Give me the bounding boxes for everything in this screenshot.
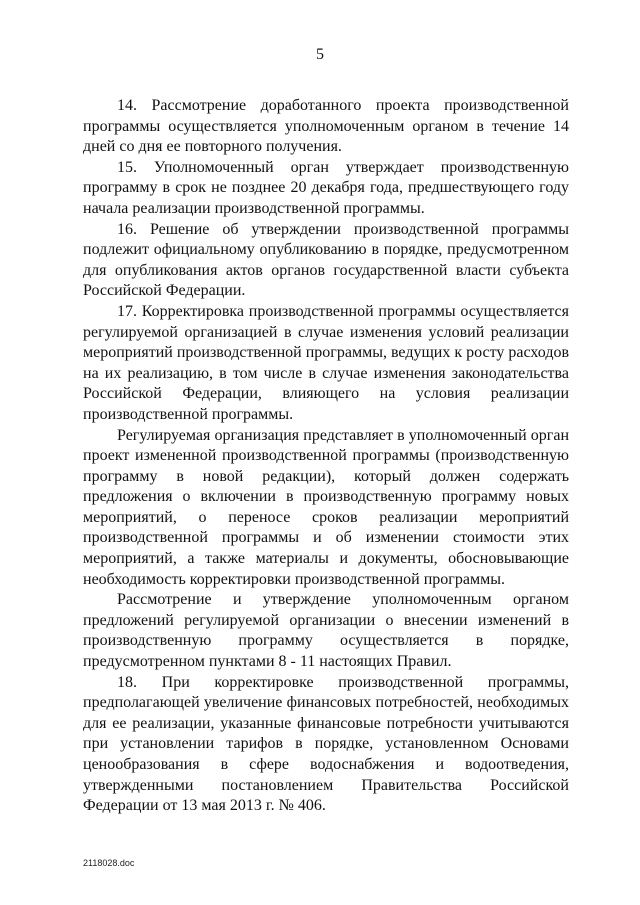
- document-body: [83, 96, 569, 817]
- paragraph-16: 16. Решение об утверждении производственной программы подлежит официальному опубликованию в порядке, предусмотренном для опубликования актов органов государственной власти субъекта Российской Федерации.: [83, 220, 569, 300]
- paragraph-17-submission: Регулируемая организация представляет в уполномоченный орган проект измененной производственной программы (производственную программу в новой редакции), который должен содержать предложения о включении в производственную программу новых мероприятий, о переносе сроков реализации мероприятий производственной программы и об изменении стоимости этих мероприятий, а также материалы и документы, обосновывающие необходимость корректировки производственной программы.: [83, 426, 569, 588]
- paragraph-18: 18. При корректировке производственной программы, предполагающей увеличение финансовых потребностей, необходимых для ее реализации, указанные финансовые потребности учитываются при установлении тарифов в порядке, установленном Основами ценообразования в сфере водоснабжения и водоотведения, утвержденными постановлением Правительства Российской Федерации от 13 мая 2013 г. № 406.: [83, 673, 569, 815]
- paragraph-17: 17. Корректировка производственной программы осуществляется регулируемой организацией в случае изменения условий реализации мероприятий производственной программы, ведущих к росту расходов на их реализацию, в том числе в случае изменения законодательства Российской Федерации, влияющего на условия реализации производственной программы.: [83, 302, 570, 423]
- footer-filename: 2118028.doc: [83, 858, 135, 868]
- page-number: 5: [316, 46, 324, 63]
- paragraph-14: 14. Рассмотрение доработанного проекта производственной программы осуществляется уполномоченным органом в течение 14 дней со дня ее повторного получения.: [83, 97, 569, 156]
- paragraph-15: 15. Уполномоченный орган утверждает производственную программу в срок не позднее 20 декабря года, предшествующего году начала реализации производственной программы.: [83, 158, 569, 217]
- paragraph-17-review: Рассмотрение и утверждение уполномоченным органом предложений регулируемой организации о внесении изменений в производственную программу осуществляется в порядке, предусмотренном пунктами 8 - 11 настоящих Правил.: [83, 591, 569, 671]
